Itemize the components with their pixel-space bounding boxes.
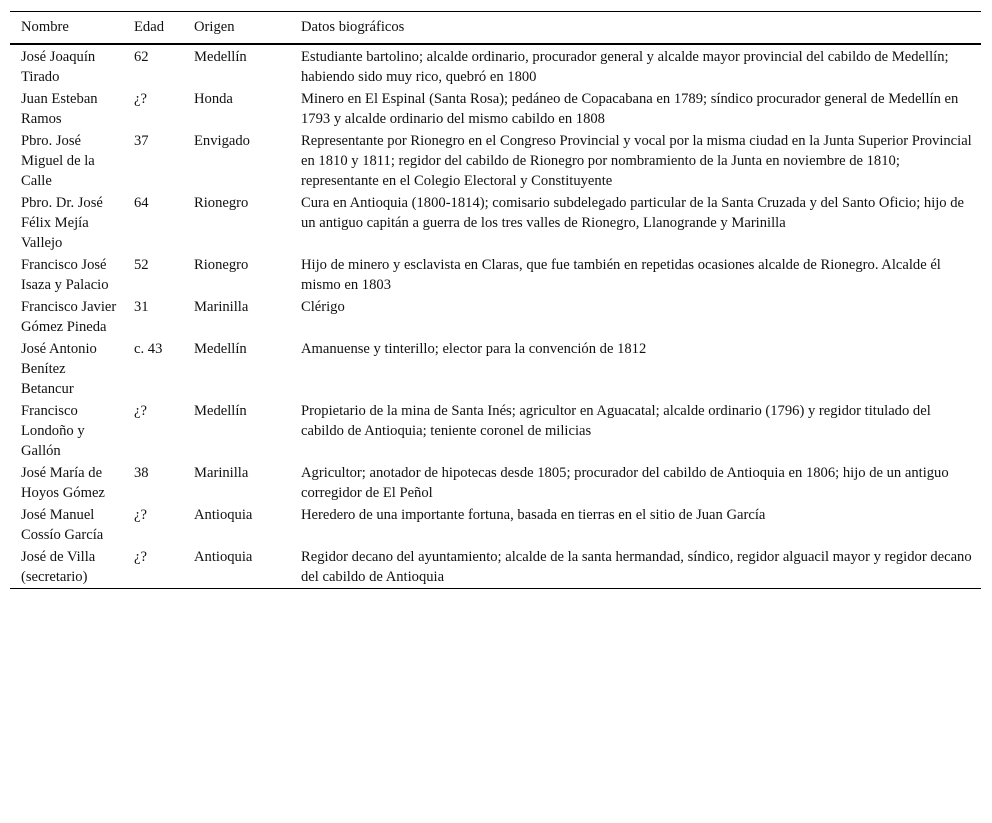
table-row bbox=[10, 400, 981, 462]
cell-origin: Rionegro bbox=[194, 257, 249, 273]
table-row bbox=[10, 254, 981, 296]
cell-name: Francisco Londoño y Gallón bbox=[21, 403, 85, 459]
table-row bbox=[10, 88, 981, 130]
cell-origin: Medellín bbox=[194, 403, 247, 419]
cell-bio: Clérigo bbox=[301, 299, 345, 315]
cell-age: 38 bbox=[134, 465, 149, 481]
table-row bbox=[10, 296, 981, 338]
table-row bbox=[10, 192, 981, 254]
cell-origin: Marinilla bbox=[194, 299, 249, 315]
cell-origin: Honda bbox=[194, 91, 233, 107]
cell-name: Juan Esteban Ramos bbox=[21, 91, 98, 127]
header-row bbox=[10, 12, 981, 45]
cell-name: José Manuel Cossío García bbox=[21, 507, 104, 543]
table-row bbox=[10, 462, 981, 504]
table-body bbox=[10, 44, 981, 589]
table-row bbox=[10, 130, 981, 192]
header-age: Edad bbox=[134, 19, 164, 35]
cell-bio: Propietario de la mina de Santa Inés; agricultor en Aguacatal; alcalde ordinario (1796) y regidor titulado del cabildo de Antioquia; teniente coronel de milicias bbox=[301, 403, 931, 439]
cell-name: Francisco Javier Gómez Pineda bbox=[21, 299, 117, 335]
header-origin: Origen bbox=[194, 19, 235, 35]
cell-name: Pbro. José Miguel de la Calle bbox=[21, 133, 95, 189]
cell-origin: Rionegro bbox=[194, 195, 249, 211]
cell-origin: Medellín bbox=[194, 49, 247, 65]
cell-name: José de Villa (secretario) bbox=[21, 549, 96, 585]
table-row bbox=[10, 44, 981, 88]
cell-origin: Antioquia bbox=[194, 507, 253, 523]
cell-origin: Medellín bbox=[194, 341, 247, 357]
cell-bio: Heredero de una importante fortuna, basada en tierras en el sitio de Juan García bbox=[301, 507, 766, 523]
cell-age: c. 43 bbox=[134, 341, 163, 357]
cell-bio: Regidor decano del ayuntamiento; alcalde de la santa hermandad, síndico, regidor alguacil mayor y regidor decano del cabildo de Antioquia bbox=[301, 549, 972, 585]
cell-name: José María de Hoyos Gómez bbox=[21, 465, 105, 501]
cell-bio: Hijo de minero y esclavista en Claras, que fue también en repetidas ocasiones alcalde de Rionegro. Alcalde él mismo en 1803 bbox=[301, 257, 941, 293]
cell-age: ¿? bbox=[134, 549, 147, 565]
cell-bio: Amanuense y tinterillo; elector para la convención de 1812 bbox=[301, 341, 647, 357]
cell-age: 31 bbox=[134, 299, 149, 315]
table-row bbox=[10, 504, 981, 546]
cell-bio: Cura en Antioquia (1800-1814); comisario subdelegado particular de la Santa Cruzada y del Santo Oficio; hijo de un antiguo capitán a guerra de los tres valles de Rionegro, Llanogrande y Marinilla bbox=[301, 195, 965, 231]
table-header bbox=[10, 12, 981, 45]
cell-bio: Minero en El Espinal (Santa Rosa); pedáneo de Copacabana en 1789; síndico procurador general de Medellín en 1793 y alcalde ordinario del mismo cabildo en 1808 bbox=[301, 91, 959, 127]
table-row bbox=[10, 546, 981, 589]
cell-name: Francisco José Isaza y Palacio bbox=[21, 257, 109, 293]
cell-bio: Representante por Rionegro en el Congreso Provincial y vocal por la misma ciudad en la Junta Superior Provincial en 1810 y 1811; regidor del cabildo de Rionegro por nombramiento de la Junta en noviembre de 1810; representante en el Colegio Electoral y Constituyente bbox=[301, 133, 972, 189]
cell-name: José Antonio Benítez Betancur bbox=[21, 341, 97, 397]
header-name: Nombre bbox=[21, 19, 69, 35]
cell-age: 64 bbox=[134, 195, 149, 211]
cell-name: José Joaquín Tirado bbox=[21, 49, 96, 85]
header-bio: Datos biográficos bbox=[301, 19, 405, 35]
table-row bbox=[10, 338, 981, 400]
cell-origin: Envigado bbox=[194, 133, 250, 149]
cell-age: ¿? bbox=[134, 507, 147, 523]
biography-table bbox=[10, 11, 981, 589]
cell-age: ¿? bbox=[134, 91, 147, 107]
cell-age: 62 bbox=[134, 49, 149, 65]
cell-bio: Agricultor; anotador de hipotecas desde 1805; procurador del cabildo de Antioquia en 1806; hijo de un antiguo corregidor de El Peñol bbox=[301, 465, 949, 501]
cell-age: ¿? bbox=[134, 403, 147, 419]
cell-origin: Antioquia bbox=[194, 549, 253, 565]
cell-name: Pbro. Dr. José Félix Mejía Vallejo bbox=[21, 195, 103, 251]
biography-table-container bbox=[10, 11, 981, 589]
cell-age: 52 bbox=[134, 257, 149, 273]
cell-age: 37 bbox=[134, 133, 149, 149]
cell-origin: Marinilla bbox=[194, 465, 249, 481]
cell-bio: Estudiante bartolino; alcalde ordinario, procurador general y alcalde mayor provincial del cabildo de Medellín; habiendo sido muy rico, quebró en 1800 bbox=[301, 49, 949, 85]
